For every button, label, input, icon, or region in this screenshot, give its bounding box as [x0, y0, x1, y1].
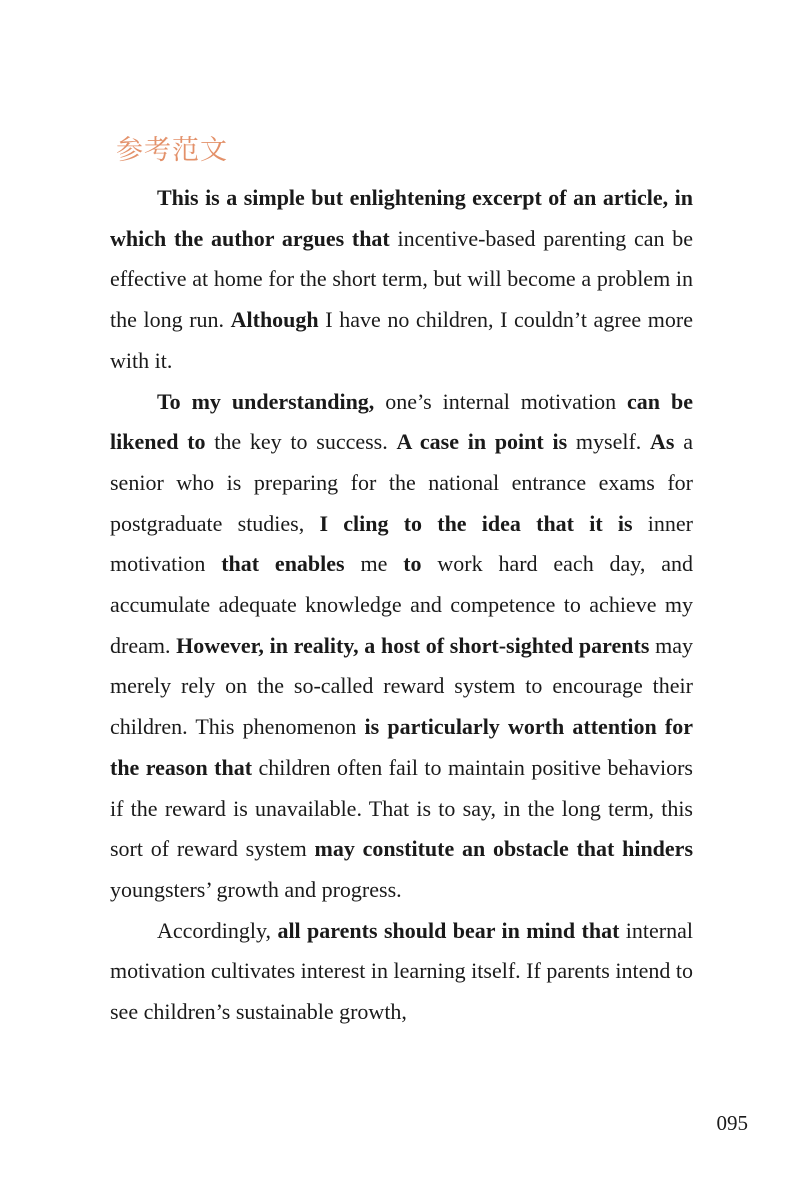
essay-body	[110, 178, 693, 1033]
text-run: Accordingly,	[157, 917, 278, 943]
bold-phrase: I cling to the idea that it is	[319, 510, 633, 536]
section-heading: 参考范文	[116, 135, 228, 166]
bold-phrase: all parents should bear in mind that	[277, 917, 620, 943]
text-run: inner motivation	[110, 510, 693, 577]
paragraph	[110, 911, 693, 1033]
bold-phrase: Although	[230, 307, 319, 333]
text-run: work hard each day, and accumulate adequate knowledge and competence to achieve my dream.	[110, 551, 694, 658]
page-number: 095	[716, 1111, 748, 1135]
text-run: I have no children, I couldn’t agree more with it.	[110, 307, 693, 373]
text-run: the key to success.	[205, 429, 397, 455]
text-run: children often fail to maintain positive behaviors if the reward is unavailable. That is to say, in the long term, this sort of reward system	[110, 754, 693, 862]
text-run: a senior who is preparing for the national entrance exams for postgraduate studies,	[110, 429, 693, 536]
paragraph	[110, 382, 693, 911]
bold-phrase: that enables	[221, 551, 345, 577]
text-run: incentive-based parenting can be effective at home for the short term, but will become a problem in the long run.	[110, 225, 693, 333]
bold-phrase: can be likened to	[110, 388, 693, 455]
paragraph	[110, 178, 693, 382]
text-run: internal motivation cultivates interest in learning itself. If parents intend to see children’s sustainable growth,	[110, 917, 693, 1025]
text-run: me	[344, 551, 404, 577]
bold-phrase: is particularly worth attention for the reason that	[110, 714, 694, 780]
bold-phrase: To my understanding,	[157, 388, 375, 414]
text-run: may merely rely on the so-called reward system to encourage their children. This phenomenon	[110, 632, 693, 740]
bold-phrase: This is a simple but enlightening excerpt of an article, in which the author argues that	[110, 185, 693, 251]
bold-phrase: However, in reality, a host of short-sighted parents	[176, 632, 650, 658]
text-run: one’s internal motivation	[374, 388, 628, 414]
text-run: youngsters’ growth and progress.	[110, 876, 402, 902]
bold-phrase: As	[650, 429, 675, 455]
text-run: myself.	[567, 429, 651, 455]
bold-phrase: to	[403, 551, 422, 577]
bold-phrase: may constitute an obstacle that hinders	[314, 836, 693, 862]
bold-phrase: A case in point is	[396, 429, 568, 455]
